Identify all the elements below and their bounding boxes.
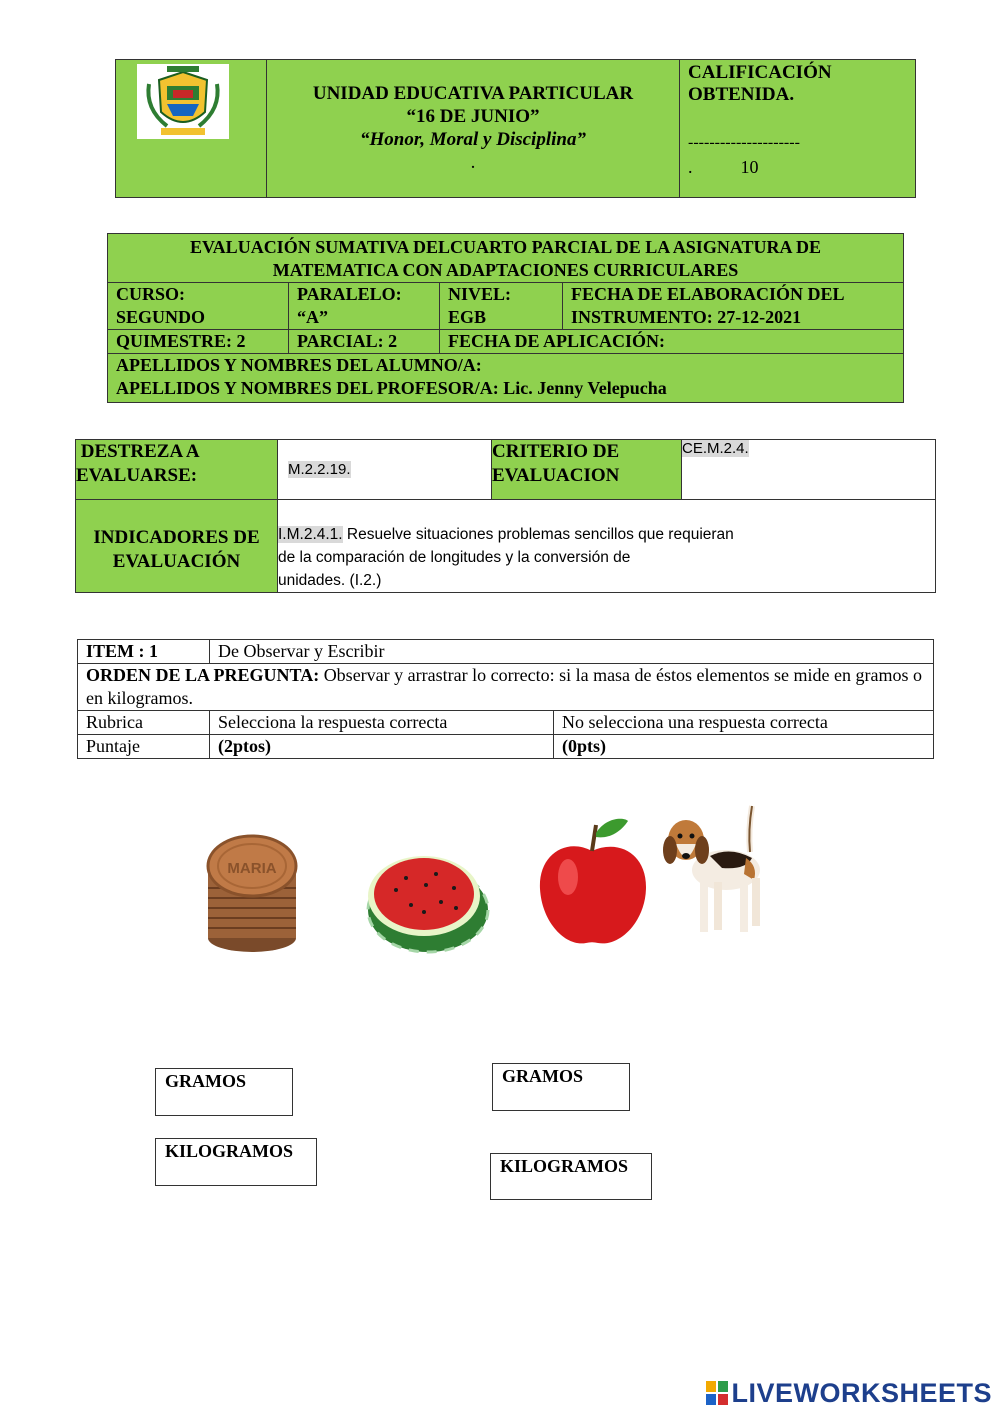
evaluation-title-line1: EVALUACIÓN SUMATIVA DELCUARTO PARCIAL DE LA ASIGNATURA DE [190,237,821,257]
dog-picture [660,800,778,940]
liveworksheets-logo [706,1378,992,1409]
paralelo-value: “A” [297,307,328,327]
indicator-cell [278,500,936,593]
destreza-label-1: DESTREZA A [76,441,200,462]
indicator-code: I.M.2.4.1. [278,526,343,543]
logo-cell [116,60,267,198]
destreza-label-cell [76,440,278,500]
indicator-text-1: Resuelve situaciones problemas sencillos que requieran [342,526,734,543]
answer-box-gramos-2[interactable]: GRAMOS [492,1063,630,1111]
indicator-text-3: unidades. (I.2.) [278,572,382,589]
grade-label-1: CALIFICACIÓN [688,62,832,83]
nivel-cell [440,283,563,330]
rubrica-label: Rubrica [78,711,210,735]
criterio-label-1: CRITERIO DE [492,441,620,462]
puntaje-incorrect: (0pts) [554,735,934,759]
item-type: De Observar y Escribir [210,640,934,664]
grade-cell [680,60,916,198]
apple-picture [536,815,650,950]
destreza-code: M.2.2.19. [288,461,351,478]
watermelon-picture [366,850,490,954]
fecha-elaboracion-cell [563,283,904,330]
indicadores-label-cell [76,500,278,593]
rubrica-correct: Selecciona la respuesta correcta [210,711,554,735]
curso-label: CURSO: [116,284,186,304]
school-motto: “Honor, Moral y Disciplina” [360,129,586,150]
school-crest-logo [137,64,229,139]
puntaje-correct: (2ptos) [210,735,554,759]
orden-label: ORDEN DE LA PREGUNTA: [86,665,320,685]
evaluation-table [107,233,904,403]
indicadores-label-1: INDICADORES DE [93,527,260,548]
cookie-label: MARIA [227,860,277,877]
evaluation-title-line2: MATEMATICA CON ADAPTACIONES CURRICULARES [272,260,739,280]
answer-box-kilogramos-2[interactable]: KILOGRAMOS [490,1153,652,1200]
nivel-label: NIVEL: [448,284,512,304]
rubrica-incorrect: No selecciona una respuesta correcta [554,711,934,735]
profesor-field: APELLIDOS Y NOMBRES DEL PROFESOR/A: Lic. Jenny Velepucha [116,378,667,398]
grade-dot: . [688,157,693,177]
destreza-label-2: EVALUARSE: [76,465,198,486]
liveworksheets-brand-text: LIVEWORKSHEETS [731,1378,992,1408]
destreza-code-cell [278,440,492,500]
parcial-cell: PARCIAL: 2 [289,330,440,354]
grade-value[interactable]: 10 [740,157,759,177]
fecha-elaboracion-label: FECHA DE ELABORACIÓN DEL [571,284,845,304]
paralelo-label: PARALELO: [297,284,402,304]
indicadores-label-2: EVALUACIÓN [112,551,241,572]
alumno-field[interactable]: APELLIDOS Y NOMBRES DEL ALUMNO/A: [116,355,482,375]
destreza-table [75,439,936,593]
answer-box-gramos-1[interactable]: GRAMOS [155,1068,293,1116]
indicator-text-2: de la comparación de longitudes y la conversión de [278,549,631,566]
orden-cell [78,664,934,711]
school-name-cell [267,60,680,198]
item-label: ITEM : 1 [78,640,210,664]
school-date: “16 DE JUNIO” [406,106,540,127]
curso-cell [108,283,289,330]
cookies-picture [198,826,306,958]
criterio-label-cell [492,440,682,500]
item-table [77,639,934,759]
grade-score [688,156,915,178]
orden-text: Observar y arrastrar lo correcto: si la masa de éstos elementos se mide en gramos o en kilogramos. [86,665,922,708]
fecha-aplicacion-cell[interactable]: FECHA DE APLICACIÓN: [440,330,904,354]
paralelo-cell [289,283,440,330]
puntaje-label: Puntaje [78,735,210,759]
evaluation-title [108,234,904,283]
names-cell [108,354,904,403]
school-name: UNIDAD EDUCATIVA PARTICULAR [312,83,634,104]
criterio-code: CE.M.2.4. [682,440,749,457]
curso-value: SEGUNDO [116,307,206,327]
grade-label-2: OBTENIDA. [688,84,795,105]
fecha-elaboracion-value: INSTRUMENTO: 27-12-2021 [571,307,802,327]
quimestre-cell: QUIMESTRE: 2 [108,330,289,354]
liveworksheets-mark-icon [706,1381,728,1405]
answer-box-kilogramos-1[interactable]: KILOGRAMOS [155,1138,317,1186]
criterio-code-cell [682,440,936,500]
header-table [115,59,916,198]
grade-dashes: --------------------- [688,134,800,151]
school-dot: . [470,152,476,173]
criterio-label-2: EVALUACION [492,465,620,486]
nivel-value: EGB [448,307,487,327]
